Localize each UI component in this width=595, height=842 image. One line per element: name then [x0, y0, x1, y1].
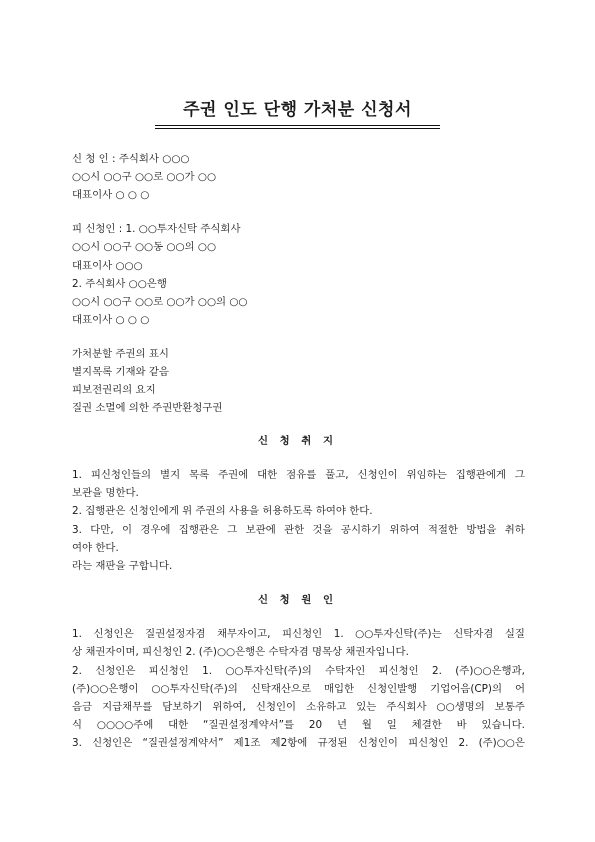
word: 식 — [72, 719, 83, 731]
title-underline — [155, 125, 440, 126]
respondent-2-representative: 대표이사 ○ ○ ○ — [72, 314, 150, 326]
title-underline-secondary — [155, 128, 440, 129]
word: 피신청인들의 — [90, 469, 152, 481]
word: (주)○○은 — [478, 737, 525, 749]
word: 20 — [308, 719, 323, 731]
word: 제1조 — [233, 737, 261, 749]
word: 있는 — [356, 701, 377, 713]
word: 적절한 — [427, 524, 458, 536]
word: 수탁자인 — [325, 665, 366, 677]
word: 신탁재산으로 — [250, 683, 311, 695]
applicant-name: 신 청 인 : 주식회사 ○○○ — [72, 153, 190, 165]
word: ○○생명의 — [436, 701, 485, 713]
claim-label: 가처분할 주권의 표시 — [72, 348, 169, 360]
respondent-1-representative: 대표이사 ○○○ — [72, 260, 143, 272]
word: (주)○○은행과, — [455, 665, 525, 677]
purpose-paragraph-1-line-1 — [72, 468, 525, 482]
cause-heading: 신 청 원 인 — [257, 594, 337, 606]
word: 다만, — [90, 524, 114, 536]
word: (주)○○은행이 — [72, 683, 139, 695]
word: 1. — [72, 628, 82, 640]
word: 월 — [361, 719, 372, 731]
word: 신청인은 — [93, 628, 134, 640]
word: 지급채무를 — [102, 701, 153, 713]
word: 실질 — [504, 628, 525, 640]
word: 1. — [333, 628, 344, 640]
word: 일 — [386, 719, 397, 731]
word: 그 — [514, 469, 525, 481]
purpose-paragraph-3-line-1 — [72, 523, 525, 537]
cause-line-4 — [72, 682, 525, 696]
word: 신청인발행 — [367, 683, 418, 695]
word: “질권설정계약서”를 — [203, 719, 295, 731]
word: 목록 — [189, 469, 210, 481]
word: 있습니다. — [481, 719, 525, 731]
purpose-paragraph-1-line-2: 보관을 명한다. — [72, 487, 139, 499]
word: 2. — [72, 665, 82, 677]
respondent-2-address: ○○시 ○○구 ○○로 ○○가 ○○의 ○○ — [72, 296, 248, 308]
word: 풀고, — [325, 469, 349, 481]
word: 피신청인 — [408, 737, 449, 749]
word: 매입한 — [323, 683, 355, 695]
word: 이 — [121, 524, 133, 536]
word: 위임하는 — [406, 469, 447, 481]
word: 피신청인 — [148, 665, 189, 677]
word: 경우에 — [140, 524, 171, 536]
word: 방법을 — [466, 524, 497, 536]
cause-line-6 — [72, 718, 525, 732]
word: 그 — [227, 524, 238, 536]
word: 점유를 — [286, 469, 317, 481]
cause-line-5 — [72, 700, 525, 714]
purpose-heading: 신 청 취 지 — [257, 435, 337, 447]
word: 소유하고 — [306, 701, 347, 713]
applicant-representative: 대표이사 ○ ○ ○ — [72, 189, 150, 201]
word: 담보하기 — [162, 701, 203, 713]
document-title: 주권 인도 단행 가처분 신청서 — [183, 100, 412, 120]
word: ○○투자신탁(주)는 — [355, 628, 442, 640]
word: 1. — [72, 469, 82, 481]
word: 대한 — [168, 719, 189, 731]
word: 피신청인 — [282, 628, 323, 640]
respondent-1-name: 피 신청인 : 1. ○○투자신탁 주식회사 — [72, 223, 241, 235]
purpose-paragraph-2: 2. 집행관은 신청인에게 위 주권의 사용을 허용하도록 하여야 한다. — [72, 505, 373, 517]
word: 질권설정자겸 — [145, 628, 206, 640]
word: 채무자이고, — [216, 628, 271, 640]
cause-line-7 — [72, 736, 525, 750]
word: 년 — [337, 719, 348, 731]
word: 신청인이 — [357, 737, 398, 749]
preserved-right-detail: 질권 소멸에 의한 주권반환청구권 — [72, 402, 223, 414]
word: 공시하기 — [340, 524, 382, 536]
word: 대한 — [257, 469, 278, 481]
word: 신청인이 — [255, 701, 297, 713]
word: 2. — [458, 737, 469, 749]
word: 별지 — [160, 469, 181, 481]
word: 신청인이 — [357, 469, 398, 481]
preserved-right-label: 피보전권리의 요지 — [72, 384, 156, 396]
word: 2. — [432, 665, 442, 677]
word: 바 — [456, 719, 467, 731]
word: 3. — [72, 737, 82, 749]
word: 3. — [72, 524, 82, 536]
word: 제2항에 — [270, 737, 308, 749]
purpose-closing: 라는 재판을 구합니다. — [72, 560, 173, 572]
title-block — [155, 98, 440, 122]
word: 집행관은 — [178, 524, 219, 536]
word: 집행관에게 — [455, 469, 506, 481]
word: 기업어음(CP)의 — [430, 683, 502, 695]
word: 어 — [514, 683, 525, 695]
respondent-2-name: 2. 주식회사 ○○은행 — [72, 278, 167, 290]
word: ○○투자신탁(주)의 — [151, 683, 238, 695]
word: 신청인은 — [92, 737, 133, 749]
claim-detail: 별지목록 기재와 같음 — [72, 366, 169, 378]
word: ○○○○주에 — [96, 719, 154, 731]
word: ○○투자신탁(주)의 — [225, 665, 312, 677]
word: 주권에 — [218, 469, 249, 481]
word: 관한 — [284, 524, 305, 536]
word: 주식회사 — [386, 701, 427, 713]
cause-line-2: 상 채권자이며, 피신청인 2. (주)○○은행은 수탁자겸 명목상 채권자입니다. — [72, 646, 409, 658]
word: 위하여, — [212, 701, 246, 713]
word: 음금 — [72, 701, 93, 713]
word: 체결한 — [411, 719, 442, 731]
word: 보통주 — [494, 701, 525, 713]
word: 피신청인 — [378, 665, 419, 677]
word: 것을 — [312, 524, 333, 536]
applicant-address: ○○시 ○○구 ○○로 ○○가 ○○ — [72, 171, 217, 183]
word: “질권설정계약서” — [142, 737, 224, 749]
word: 신청인은 — [95, 665, 136, 677]
word: 신탁자겸 — [453, 628, 494, 640]
cause-line-1 — [72, 627, 525, 641]
respondent-1-address: ○○시 ○○구 ○○동 ○○의 ○○ — [72, 241, 217, 253]
word: 취하 — [504, 524, 525, 536]
word: 규정된 — [317, 737, 348, 749]
word: 1. — [202, 665, 213, 677]
word: 보관에 — [245, 524, 276, 536]
purpose-paragraph-3-line-2: 여야 한다. — [72, 542, 119, 554]
word: 위하여 — [389, 524, 420, 536]
cause-line-3 — [72, 664, 525, 678]
